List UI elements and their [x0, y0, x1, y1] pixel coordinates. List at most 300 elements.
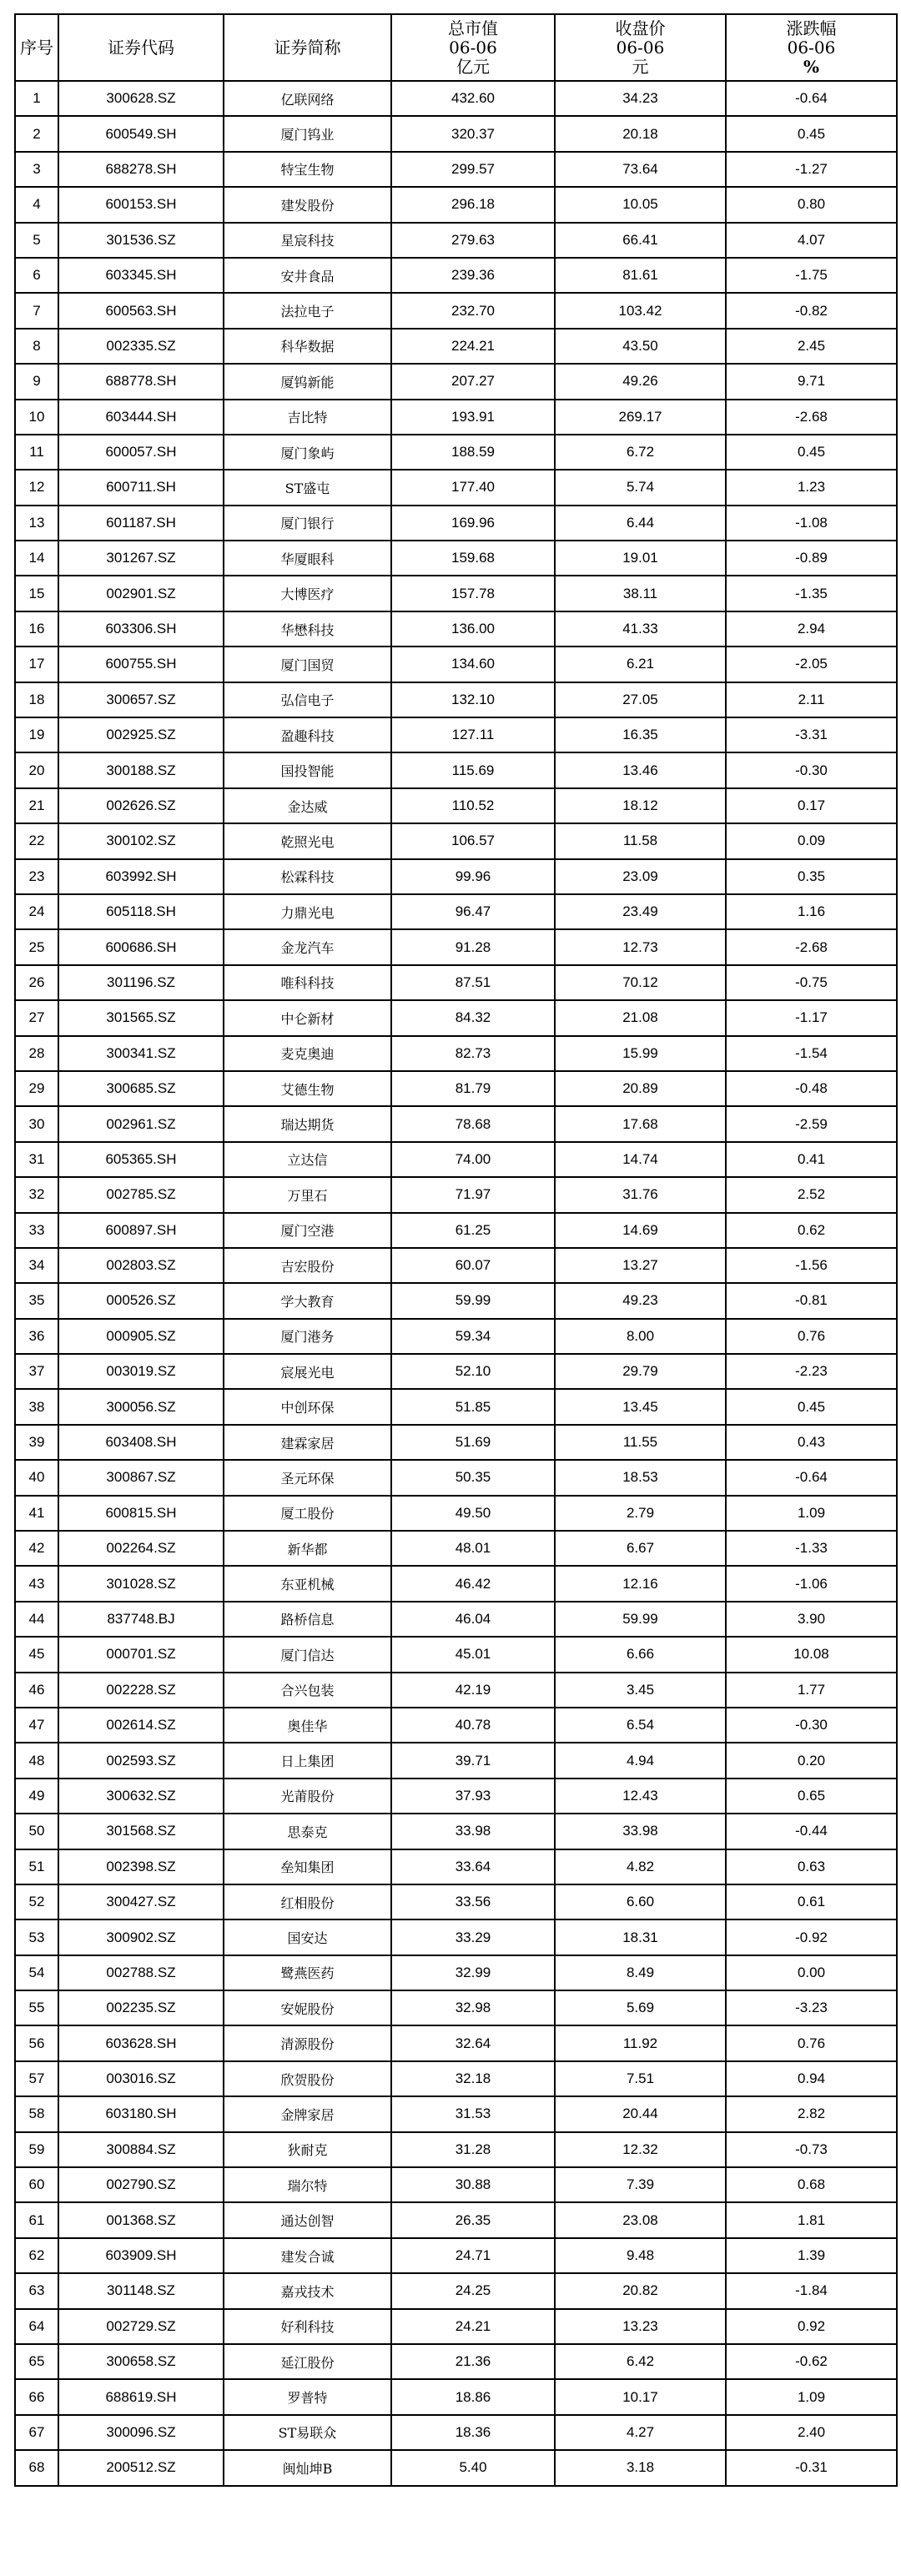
cell-code [58, 1743, 224, 1778]
table-row [15, 823, 897, 858]
cell-code-text: 605118.SH [106, 903, 176, 920]
cell-seq [15, 647, 58, 682]
table-row [15, 647, 897, 682]
cell-close-price [555, 752, 726, 787]
cell-seq [15, 1990, 58, 2025]
cell-change-pct-text: 0.92 [797, 2317, 826, 2334]
cell-market-cap-text: 31.28 [455, 2141, 491, 2157]
cell-close-price-text: 3.45 [626, 1681, 655, 1698]
cell-code [58, 2379, 224, 2414]
cell-close-price [555, 1884, 726, 1919]
cell-name-text: 清源股份 [280, 2036, 335, 2053]
cell-close-price-text: 20.82 [622, 2282, 658, 2299]
cell-seq-text: 31 [28, 1150, 45, 1167]
table-row [15, 223, 897, 258]
cell-seq-text: 14 [28, 550, 45, 566]
cell-code-text: 301028.SZ [106, 1575, 176, 1592]
header-line: 涨跌幅 [786, 18, 837, 38]
cell-market-cap [391, 1779, 555, 1814]
cell-close-price [555, 788, 726, 823]
cell-change-pct-text: 10.08 [793, 1646, 829, 1663]
table-row [15, 1955, 897, 1990]
cell-market-cap-text: 52.10 [455, 1363, 491, 1380]
cell-seq [15, 682, 58, 717]
cell-seq-text: 37 [28, 1363, 45, 1380]
stock-table-container [14, 13, 898, 2487]
cell-code-text: 603345.SH [105, 267, 177, 284]
cell-close-price [555, 859, 726, 894]
cell-name-text: 日上集团 [280, 1753, 335, 1770]
cell-change-pct [726, 1248, 897, 1283]
cell-close-price [555, 293, 726, 328]
cell-market-cap [391, 1319, 555, 1354]
cell-market-cap-text: 26.35 [455, 2211, 491, 2228]
cell-close-price-text: 11.55 [622, 1434, 658, 1451]
cell-change-pct-text: 0.17 [797, 797, 826, 813]
cell-change-pct [726, 1000, 897, 1035]
cell-close-price-text: 6.72 [626, 444, 655, 460]
cell-name [224, 1814, 391, 1849]
cell-seq [15, 1425, 58, 1460]
cell-code [58, 717, 224, 752]
cell-market-cap [391, 1602, 555, 1637]
cell-name [224, 470, 391, 505]
cell-name-text: 艾德生物 [280, 1081, 335, 1098]
cell-code-text: 300867.SZ [106, 1469, 176, 1486]
cell-market-cap-text: 24.71 [455, 2247, 491, 2264]
cell-seq [15, 1919, 58, 1955]
table-row [15, 2273, 897, 2308]
cell-change-pct-text: 0.94 [797, 2070, 826, 2087]
cell-close-price-text: 11.58 [622, 833, 658, 849]
cell-name-text: 奥佳华 [287, 1718, 328, 1734]
cell-name [224, 2096, 391, 2131]
cell-change-pct-text: 0.45 [797, 444, 826, 460]
cell-market-cap [391, 894, 555, 929]
cell-name-text: 学大教育 [280, 1293, 335, 1310]
cell-seq [15, 187, 58, 222]
cell-market-cap-text: 42.19 [455, 1681, 491, 1698]
cell-code-text: 603992.SH [105, 868, 177, 884]
cell-change-pct [726, 1955, 897, 1990]
cell-name [224, 81, 391, 116]
cell-code [58, 647, 224, 682]
cell-market-cap [391, 1637, 555, 1672]
cell-close-price [555, 1036, 726, 1071]
cell-close-price-text: 6.54 [626, 1717, 655, 1733]
cell-close-price [555, 894, 726, 929]
table-row [15, 2344, 897, 2379]
cell-name [224, 1743, 391, 1778]
cell-code [58, 1496, 224, 1531]
cell-seq [15, 470, 58, 505]
cell-market-cap [391, 2025, 555, 2060]
cell-code [58, 2238, 224, 2273]
cell-change-pct [726, 717, 897, 752]
cell-name-text: 思泰克 [287, 1824, 328, 1840]
cell-name [224, 258, 391, 293]
cell-change-pct-text: -1.17 [795, 1009, 828, 1026]
cell-name-text: 瑞尔特 [287, 2177, 328, 2194]
cell-seq-text: 67 [28, 2423, 45, 2440]
cell-change-pct [726, 329, 897, 364]
cell-close-price-text: 5.69 [626, 2000, 655, 2016]
table-row [15, 1919, 897, 1955]
cell-change-pct-text: 0.20 [797, 1752, 826, 1768]
cell-seq [15, 1496, 58, 1531]
cell-market-cap-text: 207.27 [451, 373, 495, 390]
cell-close-price-text: 4.94 [626, 1752, 655, 1768]
cell-code [58, 541, 224, 576]
cell-market-cap-text: 87.51 [455, 974, 491, 990]
cell-close-price-text: 15.99 [622, 1044, 658, 1061]
cell-code-text: 002729.SZ [106, 2317, 176, 2334]
cell-code [58, 2202, 224, 2237]
cell-code-text: 300102.SZ [106, 833, 176, 849]
cell-code [58, 1531, 224, 1566]
cell-name [224, 2309, 391, 2344]
cell-name [224, 1000, 391, 1035]
cell-name [224, 929, 391, 964]
cell-seq [15, 1460, 58, 1495]
cell-seq [15, 1637, 58, 1672]
cell-seq [15, 859, 58, 894]
cell-change-pct [726, 1743, 897, 1778]
cell-name-text: 国投智能 [280, 763, 335, 780]
cell-seq-text: 57 [28, 2070, 45, 2087]
header-line: 收盘价 [615, 18, 666, 38]
cell-code [58, 1566, 224, 1601]
cell-market-cap [391, 541, 555, 576]
cell-name-text: 厦门信达 [280, 1647, 335, 1663]
cell-name [224, 1036, 391, 1071]
cell-market-cap-text: 45.01 [455, 1646, 491, 1663]
cell-name [224, 541, 391, 576]
cell-market-cap-text: 32.98 [455, 2000, 491, 2016]
header-close-price [555, 14, 726, 81]
table-row [15, 2132, 897, 2167]
cell-close-price [555, 682, 726, 717]
cell-seq [15, 1849, 58, 1884]
cell-name-text: 建发股份 [280, 197, 335, 214]
cell-market-cap-text: 136.00 [451, 621, 495, 637]
cell-close-price-text: 17.68 [622, 1115, 658, 1132]
cell-change-pct [726, 611, 897, 647]
cell-code-text: 301536.SZ [106, 231, 176, 248]
cell-change-pct [726, 1637, 897, 1672]
table-row [15, 435, 897, 470]
cell-close-price-text: 3.18 [626, 2459, 655, 2476]
table-row [15, 506, 897, 541]
cell-code-text: 600755.SH [105, 656, 177, 672]
cell-market-cap [391, 823, 555, 858]
cell-change-pct [726, 1142, 897, 1177]
cell-seq-text: 5 [33, 231, 41, 248]
cell-name-text: 光莆股份 [280, 1789, 335, 1805]
cell-code [58, 116, 224, 151]
header-change-pct [726, 14, 897, 81]
cell-name-text: 华懋科技 [280, 621, 335, 638]
cell-change-pct-text: -2.23 [795, 1363, 828, 1380]
cell-seq-text: 28 [28, 1044, 45, 1061]
cell-close-price [555, 1248, 726, 1283]
cell-name-text: 法拉电子 [280, 304, 335, 320]
cell-change-pct-text: -1.33 [795, 1540, 828, 1557]
cell-seq-text: 7 [33, 302, 41, 319]
cell-code-text: 688278.SH [105, 160, 177, 177]
table-row [15, 2450, 897, 2485]
cell-code [58, 1036, 224, 1071]
cell-change-pct-text: 0.76 [797, 2035, 826, 2051]
cell-seq-text: 33 [28, 1221, 45, 1238]
table-row [15, 116, 897, 151]
cell-change-pct [726, 1602, 897, 1637]
cell-market-cap [391, 647, 555, 682]
table-row [15, 1036, 897, 1071]
cell-market-cap-text: 50.35 [455, 1469, 491, 1486]
cell-seq-text: 60 [28, 2176, 45, 2193]
cell-market-cap-text: 32.64 [455, 2035, 491, 2051]
cell-close-price-text: 18.12 [622, 797, 658, 813]
cell-change-pct [726, 2379, 897, 2414]
cell-close-price-text: 18.31 [622, 1929, 658, 1945]
cell-close-price [555, 823, 726, 858]
header-line: 证券简称 [274, 37, 341, 58]
table-row [15, 258, 897, 293]
cell-code-text: 300632.SZ [106, 1787, 176, 1804]
cell-close-price [555, 435, 726, 470]
cell-name [224, 329, 391, 364]
cell-market-cap-text: 127.11 [451, 727, 495, 743]
cell-code-text: 300658.SZ [106, 2353, 176, 2370]
cell-seq [15, 2025, 58, 2060]
cell-code-text: 300685.SZ [106, 1080, 176, 1097]
cell-market-cap-text: 232.70 [451, 302, 495, 319]
cell-seq [15, 965, 58, 1000]
cell-close-price-text: 19.01 [622, 550, 658, 566]
header-name [224, 14, 391, 81]
cell-code-text: 600686.SH [105, 938, 177, 955]
cell-seq [15, 1071, 58, 1106]
cell-name-text: 罗普特 [287, 2390, 328, 2407]
cell-seq-text: 64 [28, 2317, 45, 2334]
cell-market-cap-text: 432.60 [451, 90, 495, 107]
cell-name-text: 吉比特 [287, 410, 328, 426]
table-row [15, 1708, 897, 1743]
cell-name-text: 厦门钨业 [280, 127, 335, 143]
cell-close-price [555, 258, 726, 293]
table-row [15, 1496, 897, 1531]
cell-name [224, 2450, 391, 2485]
cell-seq-text: 52 [28, 1894, 45, 1910]
table-row [15, 1849, 897, 1884]
cell-close-price [555, 1319, 726, 1354]
cell-close-price-text: 13.45 [622, 1398, 658, 1415]
cell-change-pct-text: 1.09 [797, 1504, 826, 1521]
cell-market-cap-text: 84.32 [455, 1009, 491, 1026]
cell-change-pct-text: 0.35 [797, 868, 826, 884]
cell-change-pct-text: -0.44 [795, 1823, 828, 1839]
cell-change-pct-text: 0.61 [797, 1894, 826, 1910]
cell-change-pct [726, 1425, 897, 1460]
table-row [15, 1354, 897, 1389]
cell-code-text: 603306.SH [105, 621, 177, 637]
cell-code-text: 002925.SZ [106, 727, 176, 743]
cell-close-price-text: 6.21 [626, 656, 655, 672]
cell-close-price [555, 1142, 726, 1177]
cell-market-cap [391, 752, 555, 787]
cell-name-text: 金牌家居 [280, 2106, 335, 2123]
cell-seq-text: 9 [33, 373, 41, 390]
cell-change-pct-text: -2.05 [795, 656, 828, 672]
cell-change-pct-text: 2.94 [797, 621, 826, 637]
cell-code-text: 600815.SH [105, 1504, 177, 1521]
cell-name [224, 965, 391, 1000]
cell-market-cap [391, 400, 555, 435]
cell-name [224, 859, 391, 894]
cell-seq-text: 44 [28, 1610, 45, 1627]
cell-seq-text: 12 [28, 479, 45, 496]
cell-change-pct [726, 1990, 897, 2025]
cell-name-text: 厦门空港 [280, 1223, 335, 1240]
table-row [15, 1673, 897, 1708]
cell-market-cap [391, 788, 555, 823]
table-row [15, 293, 897, 328]
cell-name [224, 1566, 391, 1601]
cell-close-price [555, 576, 726, 611]
cell-change-pct-text: -0.73 [795, 2141, 828, 2157]
table-row [15, 1425, 897, 1460]
cell-code [58, 752, 224, 787]
cell-close-price-text: 10.05 [622, 196, 658, 213]
cell-close-price [555, 1460, 726, 1495]
cell-change-pct [726, 1708, 897, 1743]
cell-market-cap-text: 60.07 [455, 1257, 491, 1274]
cell-change-pct-text: -1.56 [795, 1257, 828, 1274]
cell-code-text: 300096.SZ [106, 2423, 176, 2440]
cell-close-price-text: 73.64 [622, 160, 658, 177]
cell-name [224, 576, 391, 611]
table-row [15, 81, 897, 116]
cell-code [58, 364, 224, 399]
table-row [15, 1531, 897, 1566]
cell-name-text: 延江股份 [280, 2354, 335, 2371]
cell-market-cap-text: 59.34 [455, 1327, 491, 1344]
table-row [15, 752, 897, 787]
table-row [15, 187, 897, 222]
cell-name-text: 大博医疗 [280, 586, 335, 603]
header-line: 06-06 [616, 37, 665, 58]
header-line: % [803, 56, 819, 77]
cell-market-cap [391, 576, 555, 611]
table-row [15, 1177, 897, 1212]
cell-name [224, 2202, 391, 2237]
cell-name [224, 1990, 391, 2025]
cell-name-text: 建发合诚 [280, 2248, 335, 2265]
cell-name-text: 科华数据 [280, 339, 335, 355]
cell-name [224, 682, 391, 717]
cell-name [224, 1708, 391, 1743]
cell-name [224, 1389, 391, 1424]
cell-close-price [555, 2132, 726, 2167]
cell-close-price [555, 2167, 726, 2202]
cell-seq [15, 1566, 58, 1601]
cell-change-pct [726, 1849, 897, 1884]
cell-seq-text: 30 [28, 1115, 45, 1132]
cell-name-text: 力鼎光电 [280, 904, 335, 921]
cell-close-price [555, 1602, 726, 1637]
cell-code-text: 002961.SZ [106, 1115, 176, 1132]
cell-change-pct-text: 2.40 [797, 2423, 826, 2440]
cell-name [224, 1177, 391, 1212]
cell-name-text: 新华都 [287, 1541, 328, 1557]
table-row [15, 1319, 897, 1354]
cell-name [224, 1071, 391, 1106]
cell-change-pct [726, 1389, 897, 1424]
cell-code [58, 682, 224, 717]
table-row [15, 1071, 897, 1106]
cell-market-cap-text: 33.29 [455, 1929, 491, 1945]
table-row [15, 364, 897, 399]
cell-seq-text: 41 [28, 1504, 45, 1521]
cell-change-pct-text: -0.82 [795, 302, 828, 319]
table-row [15, 1389, 897, 1424]
cell-seq-text: 59 [28, 2141, 45, 2157]
cell-market-cap-text: 74.00 [455, 1150, 491, 1167]
cell-code-text: 002228.SZ [106, 1681, 176, 1698]
cell-code [58, 1849, 224, 1884]
cell-name [224, 2273, 391, 2308]
cell-change-pct [726, 752, 897, 787]
cell-code-text: 600711.SH [106, 479, 176, 496]
cell-name-text: 狄耐克 [287, 2142, 328, 2159]
cell-name [224, 1919, 391, 1955]
cell-close-price [555, 1779, 726, 1814]
table-row [15, 2202, 897, 2237]
table-row [15, 1106, 897, 1141]
cell-name [224, 717, 391, 752]
cell-market-cap [391, 682, 555, 717]
cell-code [58, 1814, 224, 1849]
cell-market-cap [391, 1990, 555, 2025]
cell-market-cap-text: 59.99 [455, 1292, 491, 1309]
cell-close-price [555, 1566, 726, 1601]
cell-seq [15, 2096, 58, 2131]
cell-close-price [555, 965, 726, 1000]
cell-market-cap-text: 61.25 [455, 1221, 491, 1238]
cell-market-cap-text: 33.98 [455, 1823, 491, 1839]
cell-close-price-text: 12.16 [622, 1575, 658, 1592]
cell-seq-text: 18 [28, 691, 45, 707]
cell-seq [15, 1708, 58, 1743]
cell-name-text: 安井食品 [280, 268, 335, 284]
cell-name-text: 金龙汽车 [280, 940, 335, 957]
table-row [15, 541, 897, 576]
cell-name [224, 116, 391, 151]
cell-seq-text: 23 [28, 868, 45, 884]
cell-change-pct-text: 1.77 [797, 1681, 826, 1698]
cell-market-cap-text: 193.91 [451, 408, 495, 425]
cell-seq-text: 25 [28, 938, 45, 955]
cell-name [224, 1637, 391, 1672]
header-line: 06-06 [449, 37, 497, 58]
cell-close-price [555, 2344, 726, 2379]
cell-market-cap-text: 224.21 [451, 337, 495, 354]
cell-code-text: 000905.SZ [106, 1327, 176, 1344]
cell-change-pct-text: -1.08 [795, 514, 828, 531]
cell-seq-text: 65 [28, 2353, 45, 2370]
cell-change-pct-text: 2.11 [798, 691, 825, 707]
